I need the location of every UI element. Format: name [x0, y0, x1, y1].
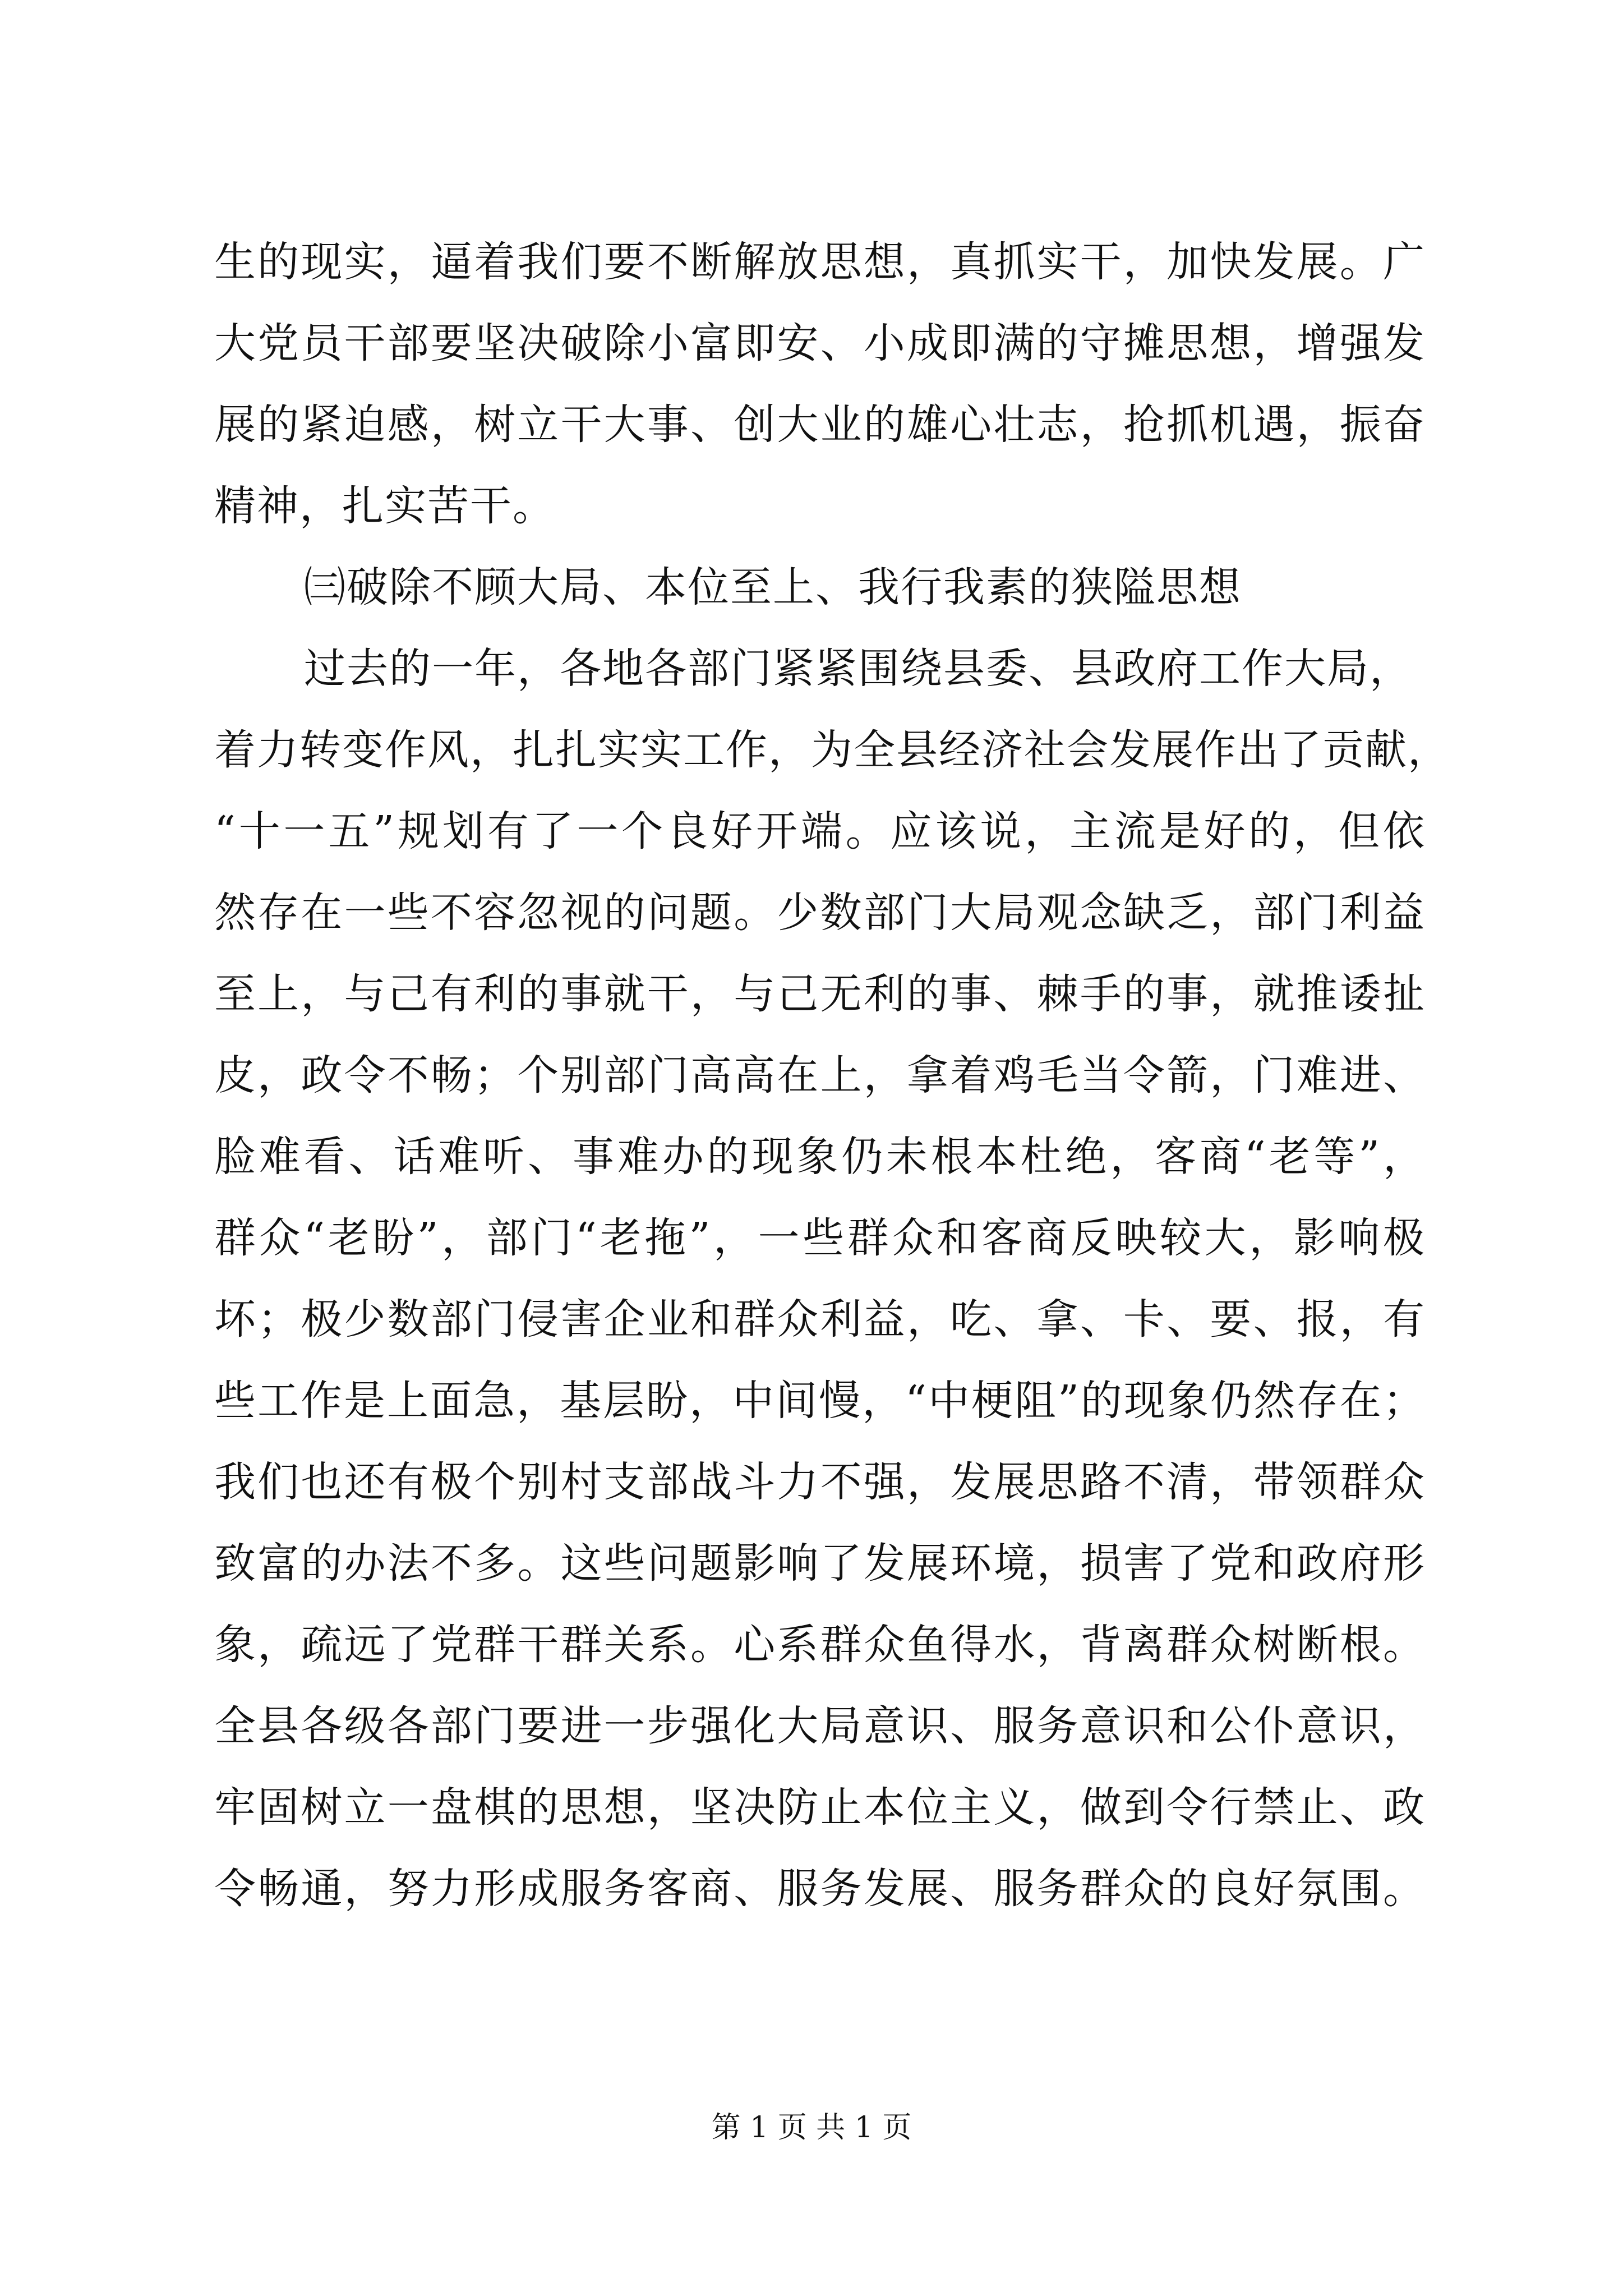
text-line: 象，疏远了党群干群关系。心系群众鱼得水，背离群众树断根。 — [214, 1621, 1426, 1669]
text-line: 我们也还有极个别村支部战斗力不强，发展思路不清，带领群众 — [214, 1458, 1426, 1506]
text-line: 过去的一年，各地各部门紧紧围绕县委、县政府工作大局， — [304, 645, 1412, 693]
text-line: 牢固树立一盘棋的思想，坚决防止本位主义，做到令行禁止、政 — [214, 1783, 1426, 1832]
page-number-label: 第 1 页 共 1 页 — [711, 2111, 912, 2145]
text-line: 精神，扎实苦干。 — [214, 482, 555, 530]
text-line: 些工作是上面急，基层盼，中间慢，“中梗阻”的现象仍然存在； — [214, 1377, 1426, 1425]
section-heading: ㈢破除不顾大局、本位至上、我行我素的狭隘思想 — [304, 563, 1242, 611]
text-line: 全县各级各部门要进一步强化大局意识、服务意识和公仆意识， — [214, 1702, 1426, 1750]
text-line: “十一五”规划有了一个良好开端。应该说，主流是好的，但依 — [214, 807, 1426, 855]
text-line: 令畅通，努力形成服务客商、服务发展、服务群众的良好氛围。 — [214, 1865, 1426, 1913]
text-line: 致富的办法不多。这些问题影响了发展环境，损害了党和政府形 — [214, 1539, 1426, 1588]
text-line: 大党员干部要坚决破除小富即安、小成即满的守摊思想，增强发 — [214, 319, 1426, 367]
text-line: 至上，与己有利的事就干，与己无利的事、棘手的事，就推诿扯 — [214, 970, 1426, 1018]
text-line: 皮，政令不畅；个别部门高高在上，拿着鸡毛当令箭，门难进、 — [214, 1051, 1426, 1099]
text-line: 群众“老盼”，部门“老拖”，一些群众和客商反映较大，影响极 — [214, 1214, 1426, 1262]
text-line: 展的紧迫感，树立干大事、创大业的雄心壮志，抢抓机遇，振奋 — [214, 401, 1426, 449]
text-line: 着力转变作风，扎扎实实工作，为全县经济社会发展作出了贡献， — [214, 726, 1450, 774]
text-line: 生的现实，逼着我们要不断解放思想，真抓实干，加快发展。广 — [214, 238, 1426, 286]
document-body — [214, 222, 1450, 1930]
text-line: 坏；极少数部门侵害企业和群众利益，吃、拿、卡、要、报，有 — [214, 1295, 1426, 1343]
page-footer — [0, 2108, 1623, 2147]
text-line: 然存在一些不容忽视的问题。少数部门大局观念缺乏，部门利益 — [214, 889, 1426, 937]
text-line: 脸难看、话难听、事难办的现象仍未根本杜绝，客商“老等”， — [214, 1133, 1426, 1181]
